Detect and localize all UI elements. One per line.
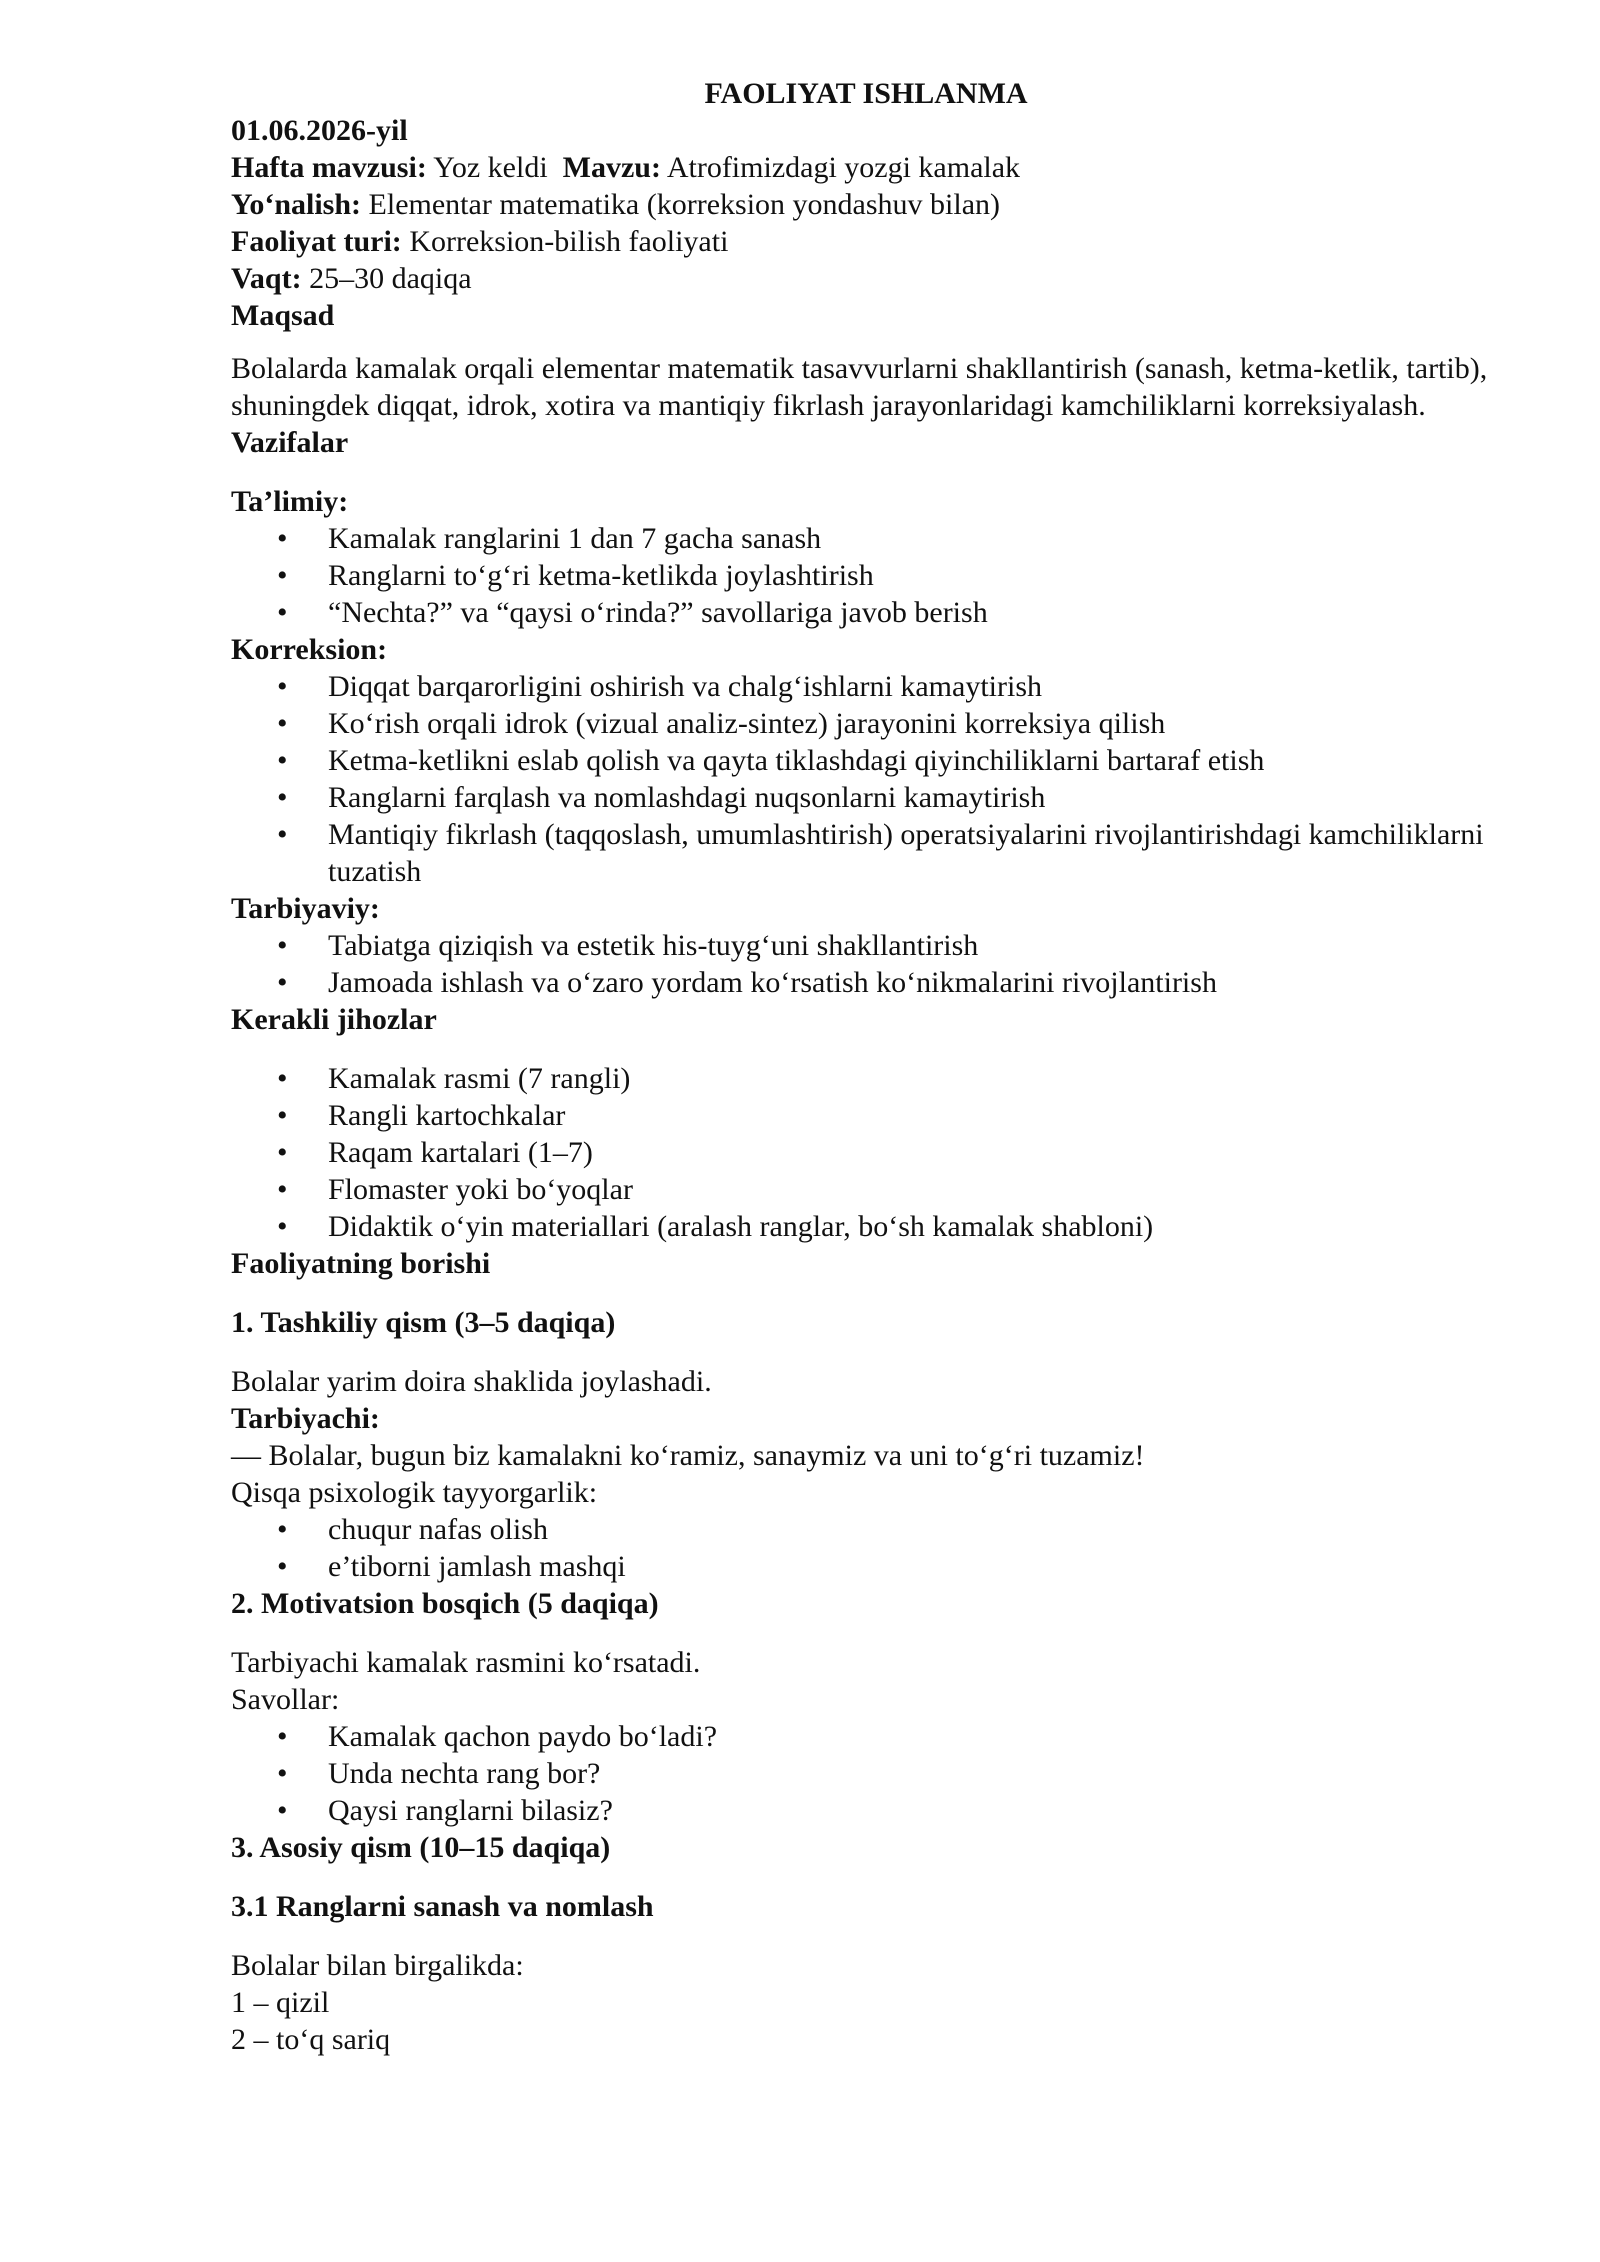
goal-text: Bolalarda kamalak orqali elementar matematik tasavvurlarni shakllantirish (sanash, ketma-ketlik, tartib), shuningdek diqqat, idrok, xotira va mantiqiy fikrlash jarayonlaridagi kamchiliklarni korreksiyalash. <box>231 352 1488 422</box>
color-line: 2 – to‘q sariq <box>231 2023 391 2056</box>
part3-subheading: 3.1 Ranglarni sanash va nomlash <box>231 1890 654 1923</box>
list-item: • Ranglarni to‘g‘ri ketma-ketlikda joylashtirish <box>231 557 1521 594</box>
spacer <box>231 1282 1521 1304</box>
educational-heading: Ta’limiy: <box>231 485 349 518</box>
part1-heading: 1. Tashkiliy qism (3–5 daqiqa) <box>231 1306 616 1339</box>
direction-label: Yo‘nalish: <box>231 188 362 221</box>
teacher-speech: — Bolalar, bugun biz kamalakni ko‘ramiz, sanaymiz va uni to‘g‘ri tuzamiz! <box>231 1439 1145 1472</box>
time-line <box>231 260 1521 297</box>
week-topic-line <box>231 149 1521 186</box>
list-item: • Mantiqiy fikrlash (taqqoslash, umumlashtirish) operatsiyalarini rivojlantirishdagi kamchiliklarni tuzatish <box>231 816 1521 890</box>
upbringing-heading: Tarbiyaviy: <box>231 892 380 925</box>
week-topic-value: Yoz keldi <box>426 151 563 184</box>
spacer <box>231 334 1521 350</box>
spacer <box>231 1925 1521 1947</box>
list-item: • “Nechta?” va “qaysi o‘rinda?” savollariga javob berish <box>231 594 1521 631</box>
list-item: • Didaktik o‘yin materiallari (aralash ranglar, bo‘sh kamalak shabloni) <box>231 1208 1521 1245</box>
correctional-list <box>231 668 1521 890</box>
list-item: • Ketma-ketlikni eslab qolish va qayta tiklashdagi qiyinchiliklarni bartaraf etish <box>231 742 1521 779</box>
week-topic-label: Hafta mavzusi: <box>231 151 427 184</box>
time-value: 25–30 daqiqa <box>301 262 472 295</box>
list-item: • Qaysi ranglarni bilasiz? <box>231 1792 1521 1829</box>
list-item: • Ko‘rish orqali idrok (vizual analiz-sintez) jarayonini korreksiya qilish <box>231 705 1521 742</box>
equipment-list <box>231 1060 1521 1245</box>
goal-heading: Maqsad <box>231 299 335 332</box>
list-item: • chuqur nafas olish <box>231 1511 1521 1548</box>
list-item: • Jamoada ishlash va o‘zaro yordam ko‘rsatish ko‘nikmalarini rivojlantirish <box>231 964 1521 1001</box>
time-label: Vaqt: <box>231 262 302 295</box>
direction-value: Elementar matematika (korreksion yondashuv bilan) <box>361 188 1001 221</box>
direction-line <box>231 186 1521 223</box>
list-item: • Flomaster yoki bo‘yoqlar <box>231 1171 1521 1208</box>
part2-text: Tarbiyachi kamalak rasmini ko‘rsatadi. <box>231 1646 701 1679</box>
activity-type-value: Korreksion-bilish faoliyati <box>401 225 729 258</box>
list-item: • Kamalak qachon paydo bo‘ladi? <box>231 1718 1521 1755</box>
list-item: • Ranglarni farqlash va nomlashdagi nuqsonlarni kamaytirish <box>231 779 1521 816</box>
spacer <box>231 461 1521 483</box>
title-wrap <box>231 75 1501 112</box>
list-item: • Rangli kartochkalar <box>231 1097 1521 1134</box>
part3-heading: 3. Asosiy qism (10–15 daqiqa) <box>231 1831 611 1864</box>
prep-list <box>231 1511 1521 1585</box>
teacher-label: Tarbiyachi: <box>231 1402 380 1435</box>
questions-list <box>231 1718 1521 1829</box>
list-item: • Kamalak ranglarini 1 dan 7 gacha sanash <box>231 520 1521 557</box>
list-item: • e’tiborni jamlash mashqi <box>231 1548 1521 1585</box>
equipment-heading: Kerakli jihozlar <box>231 1003 437 1036</box>
document-title: FAOLIYAT ISHLANMA <box>704 77 1028 110</box>
activity-type-line <box>231 223 1521 260</box>
questions-label: Savollar: <box>231 1683 340 1716</box>
list-item: • Tabiatga qiziqish va estetik his-tuyg‘uni shakllantirish <box>231 927 1521 964</box>
document-content <box>231 75 1521 2058</box>
part1-text: Bolalar yarim doira shaklida joylashadi. <box>231 1365 712 1398</box>
course-heading: Faoliyatning borishi <box>231 1247 491 1280</box>
list-item: • Kamalak rasmi (7 rangli) <box>231 1060 1521 1097</box>
topic-value: Atrofimizdagi yozgi kamalak <box>660 151 1021 184</box>
spacer <box>231 1341 1521 1363</box>
educational-list <box>231 520 1521 631</box>
spacer <box>231 1622 1521 1644</box>
color-line: 1 – qizil <box>231 1986 330 2019</box>
part3-text: Bolalar bilan birgalikda: <box>231 1949 524 1982</box>
prep-label: Qisqa psixologik tayyorgarlik: <box>231 1476 598 1509</box>
part2-heading: 2. Motivatsion bosqich (5 daqiqa) <box>231 1587 659 1620</box>
spacer <box>231 1866 1521 1888</box>
list-item: • Unda nechta rang bor? <box>231 1755 1521 1792</box>
list-item: • Raqam kartalari (1–7) <box>231 1134 1521 1171</box>
correctional-heading: Korreksion: <box>231 633 388 666</box>
topic-label: Mavzu: <box>562 151 661 184</box>
document-date: 01.06.2026-yil <box>231 114 408 147</box>
tasks-heading: Vazifalar <box>231 426 349 459</box>
list-item: • Diqqat barqarorligini oshirish va chalg‘ishlarni kamaytirish <box>231 668 1521 705</box>
upbringing-list <box>231 927 1521 1001</box>
activity-type-label: Faoliyat turi: <box>231 225 402 258</box>
spacer <box>231 1038 1521 1060</box>
